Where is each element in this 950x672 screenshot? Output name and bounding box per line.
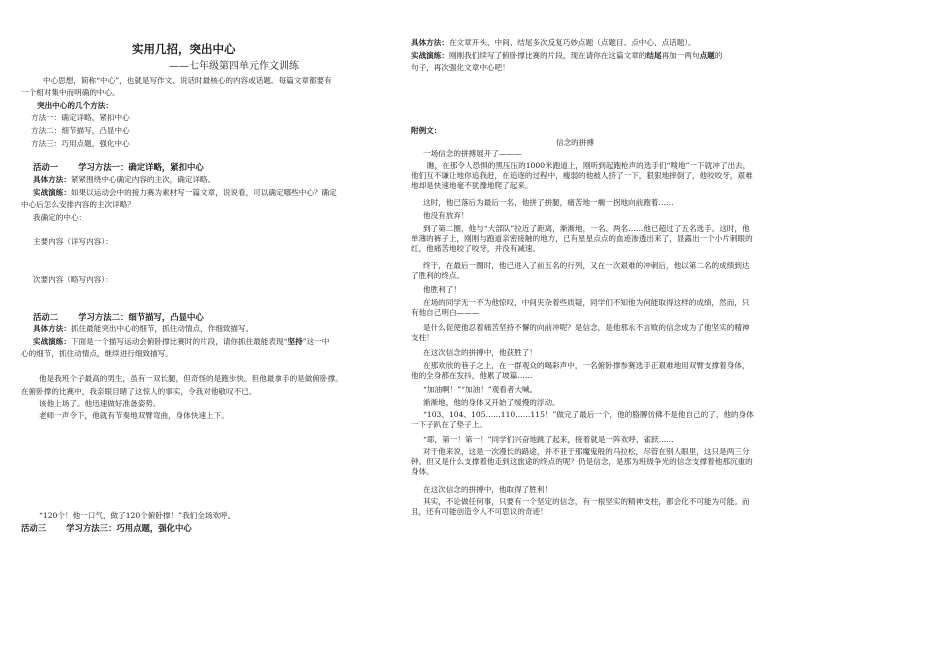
activity-3-practice [411,51,722,61]
method-text: 在文章开头、中间、结尾多次反复巧妙点题（点题目、点中心、点话题）。 [448,38,696,47]
example-label: 附例文： [411,126,442,135]
activity-2-method [33,324,253,334]
passage-line-1: 他是我班个子最高的男生，虽有一双长腿，但奇怪的是跑步快。但他最拿手的是做俯卧撑。 [39,374,343,383]
practice-text: 的 [714,51,723,60]
essay-paragraph: 在这次信念的拼搏中，他取得了胜利！ [423,485,553,494]
practice-keyword: 点题 [699,51,715,60]
essay-paragraph: 在这次信念的拼搏中，他获胜了！ [423,348,537,357]
essay-paragraph: 到了第二圈，他与“大部队”拉近了距离，渐渐地，一名、两名……他已超过了五名选手。这时，他单薄的裤子上，刚刚与跑道亲密接触的地方，已有星星点点的血迹渗透出来了，显露出一个小片刺眼的红，他痛苦地咬了咬牙，并没有减速。 [411,224,753,253]
essay-paragraph: 他胜利了！ [423,285,461,294]
practice-text: 下面是一个描写运动会俯卧撑比赛时的片段，请你抓住最能表现“ [70,337,288,346]
essay-paragraph: 在那欢欣的巷子之上，在一群观众的喝彩声中，一名俯卧撑参赛选手正艰难地用双臂支撑着身体，他的全身都在发抖，他累了坡篇…… [411,361,750,380]
activity-2-practice-cont: 心的细节，抓住动情点，继续进行细致描写。 [21,349,173,358]
practice-label: 实战演练： [33,337,71,346]
essay-paragraph: 是什么促使他忍着痛苦坚持不懈的向前冲呢？是信念，是他那永不言败的信念成为了他坚实的精神支柱！ [411,323,750,342]
method-2: 方法二：细节描写，凸显中心 [31,126,130,135]
practice-keyword: 结尾 [646,51,662,60]
practice-label: 实战演练： [411,51,449,60]
activity-1-title: 学习方法一：确定详略，紧扣中心 [78,162,204,172]
activity-1-practice [33,188,337,198]
activity-1-practice-cont: 中心后怎么安排内容的主次详略？ [21,200,135,209]
activity-2-practice [33,337,329,347]
practice-text: 如果以运动会中的接力赛为素材写一篇文章，说说看，可以确定哪些中心？确定 [70,188,337,197]
page-subtitle: ——七年级第四单元作文训练 [169,61,299,72]
activity-1-method [33,175,215,185]
essay-paragraph: 瞧，在那令人恐惧的黑压压的1000米跑道上，刚听到起跑枪声的选手们“嗖地”一下就冲了出去，他们互不谦让地你追我赶，在追逐的过程中，瘦弱的他被人挤了一下，狠狠地摔倒了，他咬咬牙，艰难地却是快速地毫不犹豫地爬了起来。 [411,161,753,190]
activity-2-heading [33,312,204,322]
essay-paragraph: 他没有放弃！ [423,211,469,220]
essay-paragraph: 这时，他已落后为最后一名，他拼了拼腿，痛苦地一瘸一拐地向前跑着…… [423,198,674,207]
method-1: 方法一：确定详略，紧扣中心 [31,113,130,122]
method-label: 具体方法： [33,324,71,333]
essay-paragraph: 终于，在最后一圈时，他已进入了前五名的行列，又在一次艰难的冲刺后，他以第二名的成绩到达了胜利的终点。 [411,261,750,280]
passage-line-2: 在俯卧撑的比赛中，我亲眼目睹了这惊人的事实，令我对他敬叹不已。 [21,387,257,396]
main-content-prompt: 主要内容（详写内容）： [33,237,113,246]
method-label: 具体方法： [33,175,71,184]
methods-heading: 突出中心的几个方法： [37,101,113,110]
method-3: 方法三：巧用点题，强化中心 [31,139,130,148]
activity-1-label: 活动一 [33,162,59,172]
activity-3-heading [21,523,192,533]
page-title: 实用几招，突出中心 [132,42,236,56]
activity-3-practice-cont: 句子，再次强化文章中心吧！ [411,63,510,72]
activity-1-heading [33,162,204,172]
secondary-content-prompt: 次要内容（略写内容）： [33,275,113,284]
method-text: 抓住最能突出中心的细节，抓住动情点，作细致描写。 [70,324,254,333]
activity-3-title: 学习方法三：巧用点题，强化中心 [66,523,192,533]
activity-2-label: 活动二 [33,312,59,322]
activity-2-title: 学习方法二：细节描写，凸显中心 [78,312,204,322]
activity-3-label: 活动三 [21,523,47,533]
practice-label: 实战演练： [33,188,71,197]
essay-paragraph: 对于他来说，这是一次漫长的路途，并不亚于那魔鬼般的马拉松，尽管在别人眼里，这只是两三分钟。但又是什么支撑着他走到这旅途的终点的呢？仍是信念，是那为班级争光的信念支撑着他那沉重的身体。 [411,447,753,476]
practice-keyword: 坚持 [287,337,303,346]
essay-paragraph: 渐渐地，他的身体又开始了缓慢的浮动。 [423,398,560,407]
essay-title: 信念的拼搏 [556,138,594,147]
essay-paragraph: “加油啊！”“加油！”观看者大喊。 [423,385,538,394]
passage-line-3: 该他上场了。他迅速做好准备姿势。 [39,399,161,408]
essay-paragraph: 在场的同学无一不为他惊叹，中间夹杂着些质疑，同学们不知他为何能取得这样的成绩，然而，只有他自己明白——— [411,298,750,317]
essay-paragraph: “耶，第一！第一！”同学们兴奋地跳了起来，接着就是一阵欢呼、雀跃…… [423,435,674,444]
intro-line-1: 中心思想，简称“中心”，也就是写作文、说话时最核心的内容或话题。每篇文章都要有 [43,76,332,85]
passage-ending: “120个！他一口气，做了120个俯卧撑！”我们全场欢呼。 [39,511,236,520]
practice-text: 再加一两句 [661,51,700,60]
my-center-prompt: 我确定的中心： [33,213,87,222]
essay-paragraph: “103、104、105……110……115！”做完了最后一个，他的胳膊仿佛不是他自己的了，他的身体一下子趴在了垫子上。 [411,410,754,429]
practice-text: 刚刚我们续写了俯卧撑比赛的片段，现在请你在这篇文章的 [448,51,647,60]
essay-paragraph: 其实，不论做任何事，只要有一个坚定的信念，有一根坚实的精神支柱，都会化不可能为可能。而且，还有可能创造令人不可思议的奇迹！ [411,497,750,516]
method-text: 紧紧围绕中心确定内容的主次，确定详略。 [70,175,216,184]
practice-text: ”这一中 [302,337,330,346]
activity-3-method [411,38,696,48]
essay-paragraph: 一场信念的拼搏展开了——— [423,149,522,158]
method-label: 具体方法： [411,38,449,47]
intro-line-2: 一个相对集中而明确的中心。 [21,88,120,97]
passage-line-4: 老师一声令下，他就有节奏地双臂弯曲，身体快速上下。 [39,411,229,420]
